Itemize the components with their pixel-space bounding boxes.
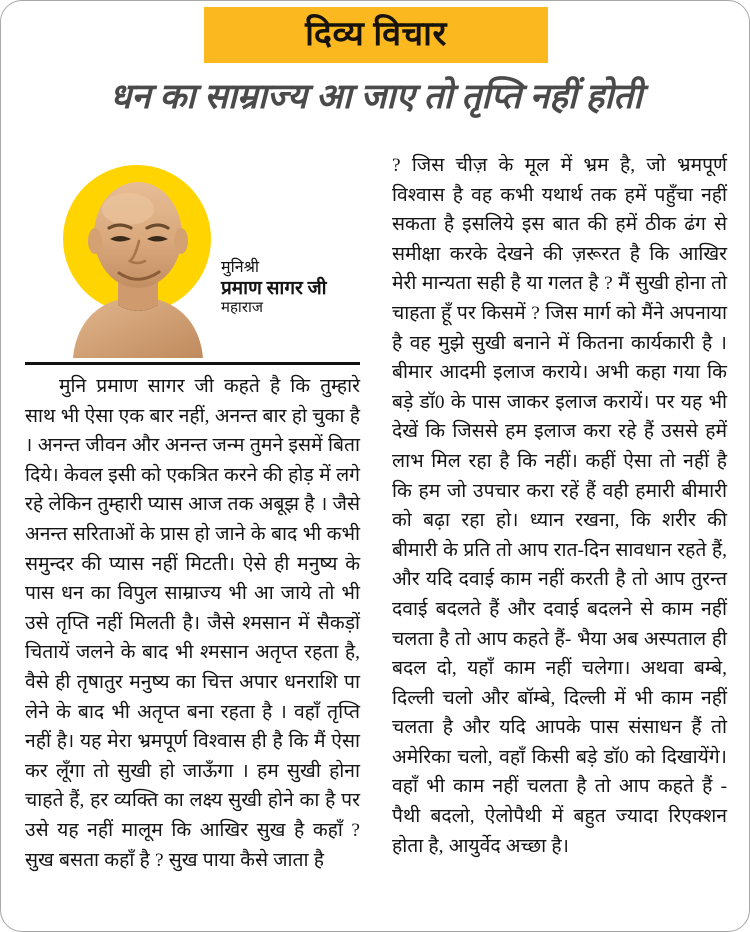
- byline: [221, 259, 360, 318]
- byline-name: प्रमाण सागर जी: [221, 277, 327, 299]
- masthead-title: दिव्य विचार: [305, 16, 447, 53]
- article-headline: धन का साम्राज्य आ जाए तो तृप्ति नहीं होती: [109, 77, 643, 116]
- horizontal-rule: [25, 362, 360, 365]
- monk-portrait-image: [55, 173, 221, 358]
- article-body-left: मुनि प्रमाण सागर जी कहते है कि तुम्हारे साथ भी ऐसा एक बार नहीं, अनन्त बार हो चुका है । अनन्त जीवन और अनन्त जन्म तुमने इसमें बिता दिये। केवल इसी को एकत्रित करने की होड़ में लगे रहे लेकिन तुम्हारी प्यास आज तक अबूझ है । जैसे अनन्त सरिताओं के प्रास हो जाने के बाद भी कभी समुन्दर की प्यास नहीं मिटती। ऐसे ही मनुष्य के पास धन का विपुल साम्राज्य भी आ जाये तो भी उसे तृप्ति नहीं मिलती है। जैसे श्मसान में सैकड़ों चितायें जलने के बाद भी श्मसान अतृप्त रहता है, वैसे ही तृषातुर मनुष्य का चित्त अपार धनराशि पा लेने के बाद भी अतृप्त बना रहता है । वहाँ तृप्ति नहीं है। यह मेरा भ्रमपूर्ण विश्वास ही है कि मैं ऐसा कर लूँगा तो सुखी हो जाऊँगा । हम सुखी होना चाहते हैं, हर व्यक्ति का लक्ष्य सुखी होने का है पर उसे यह नहीं मालूम कि आखिर सुख है कहाँ ? सुख बसता कहाँ है ? सुख पाया कैसे जाता है: [25, 376, 360, 871]
- left-column: [25, 151, 360, 875]
- article-body-right: ? जिस चीज़ के मूल में भ्रम है, जो भ्रमपूर्ण विश्वास है वह कभी यथार्थ तक हमें पहुँचा नहीं सकता है इसलिये इस बात की हमें ठीक ढंग से समीक्षा करके देखने की ज़रूरत है कि आखिर मेरी मान्यता सही है या गलत है ? मैं सुखी होना तो चाहता हूँ पर किसमें ? जिस मार्ग को मैंने अपनाया है वह मुझे सुखी बनाने में कितना कार्यकारी है । बीमार आदमी इलाज कराये। अभी कहा गया कि बड़े डॉ0 के पास जाकर इलाज करायें। पर यह भी देखें कि जिससे हम इलाज करा रहे हैं उससे हमें लाभ मिल रहा है कि नहीं। कहीं ऐसा तो नहीं है कि हम जो उपचार करा रहें हैं वही हमारी बीमारी को बढ़ा रहा हो। ध्यान रखना, कि शरीर की बीमारी के प्रति तो आप रात-दिन सावधान रहते हैं, और यदि दवाई काम नहीं करती है तो आप तुरन्त दवाई बदलते हैं और दवाई बदलने से काम नहीं चलता है तो आप कहते हैं- भैया अब अस्पताल ही बदल दो, यहाँ काम नहीं चलेगा। अथवा बम्बे, दिल्ली चलो और बॉम्बे, दिल्ली में भी काम नहीं चलता है और यदि आपके पास संसाधन हैं तो अमेरिका चलो, वहाँ किसी बड़े डॉ0 को दिखायेंगे। वहाँ भी काम नहीं चलता है तो आप कहते हैं - पैथी बदलो, ऐलोपैथी में बहुत ज्यादा रिएक्शन होता है, आयुर्वेद अच्छा है।: [392, 155, 727, 857]
- byline-honorific: मुनिश्री: [221, 259, 260, 276]
- masthead-banner: [204, 7, 548, 63]
- byline-suffix: महाराज: [221, 300, 263, 317]
- right-column: [392, 151, 727, 861]
- portrait-block: [25, 151, 360, 358]
